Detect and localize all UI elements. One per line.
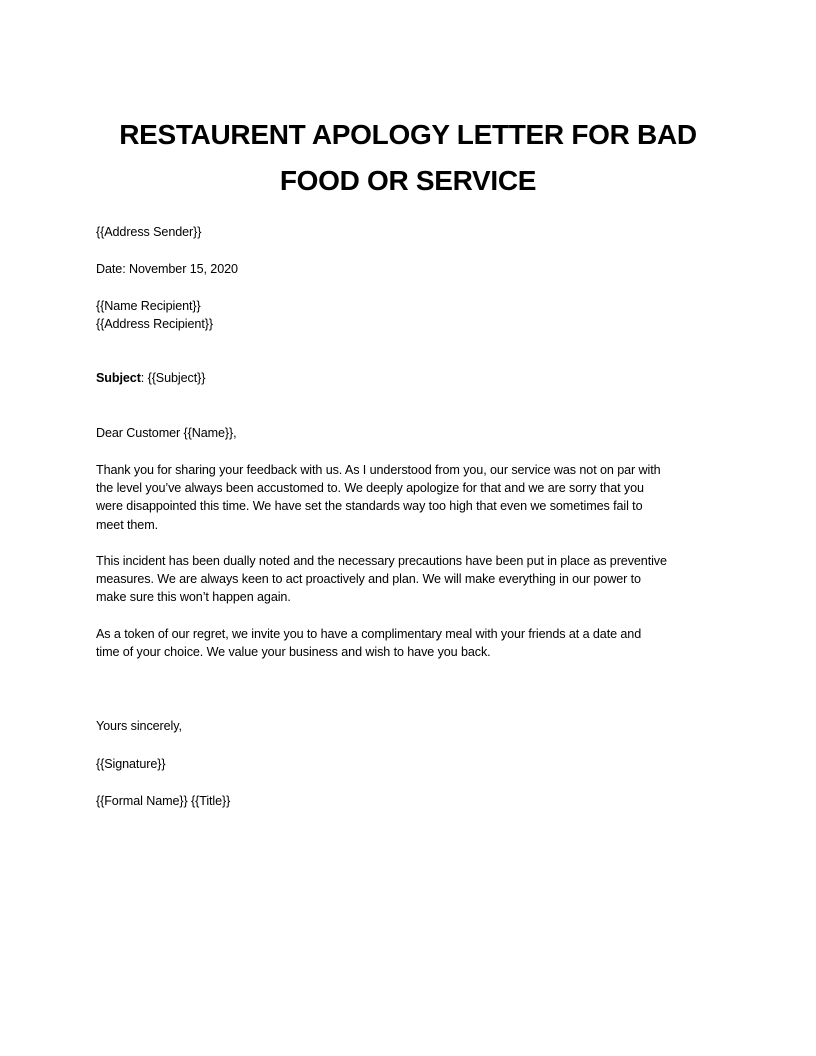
paragraph-line: Thank you for sharing your feedback with us. As I understood from you, our service was not on par with [96, 463, 661, 477]
address-sender: {{Address Sender}} [96, 225, 202, 239]
recipient-address: {{Address Recipient}} [96, 317, 213, 332]
signature: {{Signature}} [96, 757, 166, 771]
subject-label: Subject [96, 371, 141, 385]
paragraph-3 [96, 625, 720, 661]
letter-date: Date: November 15, 2020 [96, 262, 238, 276]
paragraph-line: As a token of our regret, we invite you to have a complimentary meal with your friends at a date and [96, 627, 642, 641]
salutation: Dear Customer {{Name}}, [96, 426, 237, 440]
paragraph-line: meet them. [96, 517, 158, 532]
paragraph-line: the level you’ve always been accustomed to. We deeply apologize for that and we are sorry that you [96, 481, 644, 496]
title-line-2: FOOD OR SERVICE [279, 165, 537, 196]
subject-line [96, 369, 720, 387]
subject-value: : {{Subject}} [140, 371, 206, 385]
paragraph-line: were disappointed this time. We have set the standards way too high that even we sometimes fail to [96, 499, 643, 514]
title-line-1: RESTAURENT APOLOGY LETTER FOR BAD [119, 119, 697, 150]
closing: Yours sincerely, [96, 719, 182, 733]
formal-name-title: {{Formal Name}} {{Title}} [96, 794, 231, 808]
paragraph-line: time of your choice. We value your business and wish to have you back. [96, 645, 491, 660]
document-title [96, 112, 720, 204]
paragraph-line: measures. We are always keen to act proactively and plan. We will make everything in our power to [96, 572, 641, 587]
recipient-block [96, 297, 720, 333]
recipient-name: {{Name Recipient}} [96, 299, 201, 313]
paragraph-2 [96, 552, 720, 607]
paragraph-line: make sure this won’t happen again. [96, 590, 291, 605]
paragraph-line: This incident has been dually noted and the necessary precautions have been put in place as preventive [96, 554, 667, 568]
paragraph-1 [96, 461, 720, 534]
